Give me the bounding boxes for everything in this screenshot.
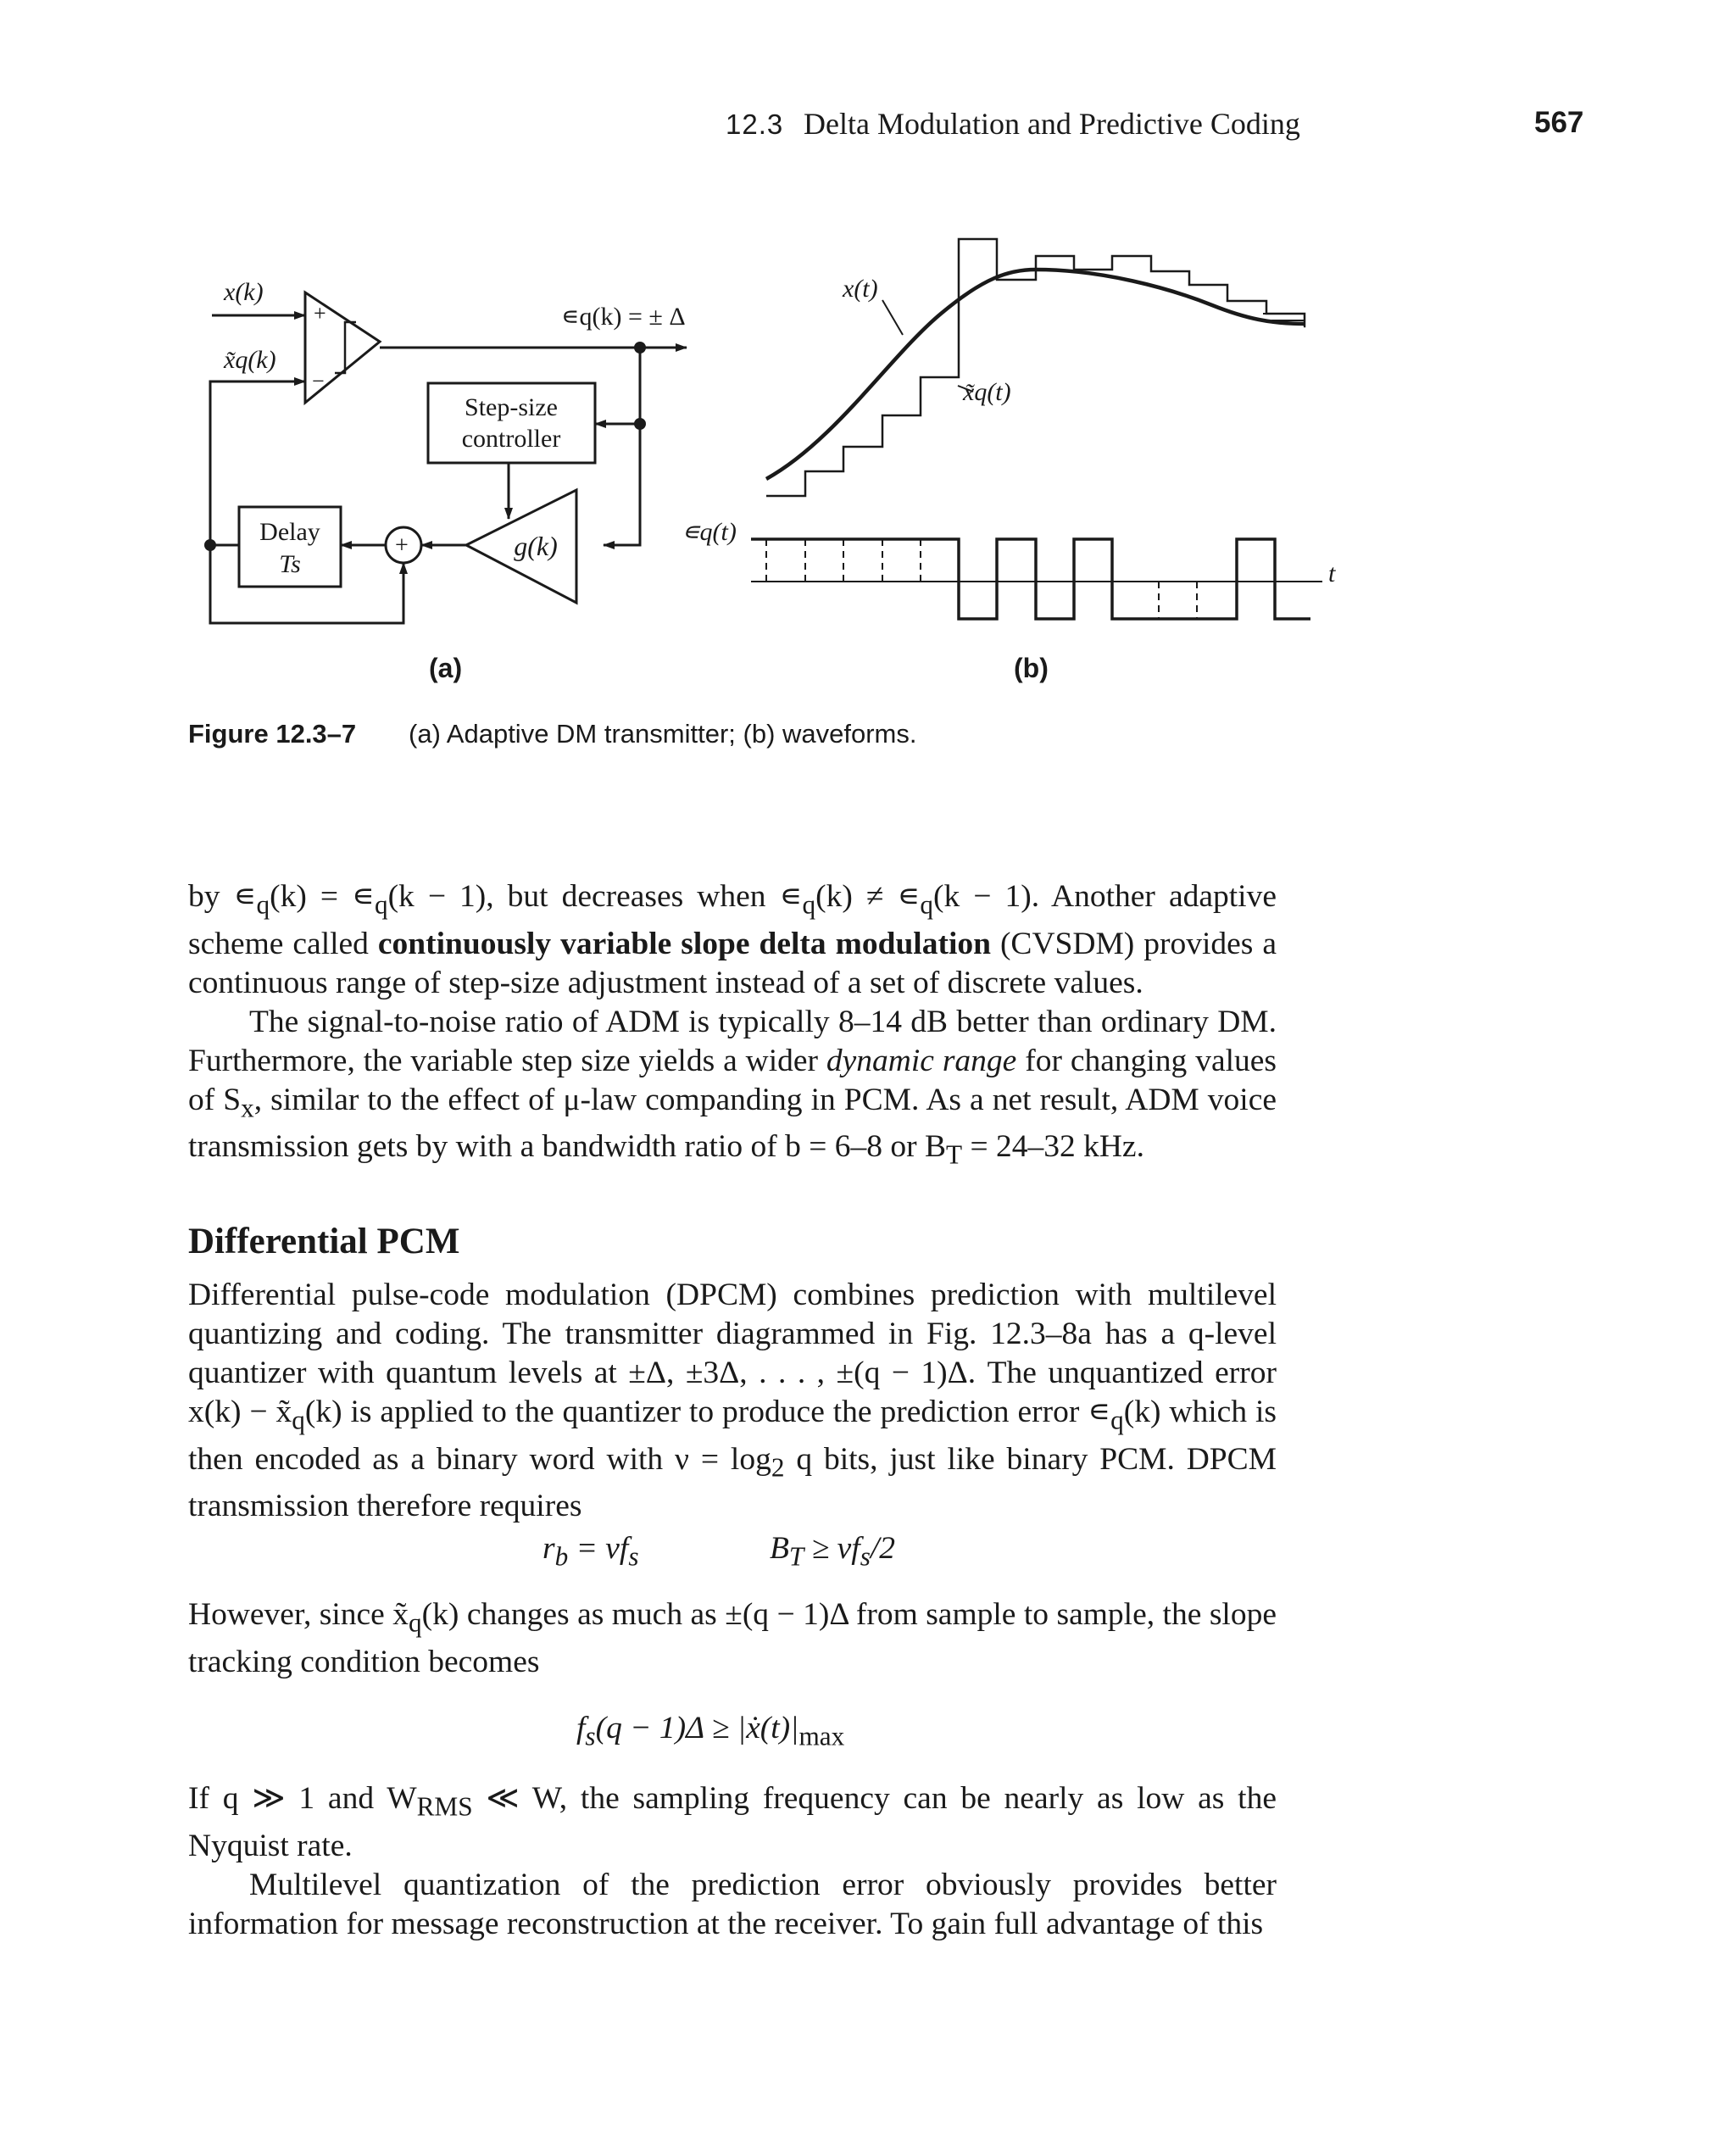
running-head-title: Delta Modulation and Predictive Coding bbox=[804, 107, 1300, 141]
label-xt: x(t) bbox=[843, 275, 878, 303]
section-number: 12.3 bbox=[726, 109, 784, 140]
label-t: t bbox=[1328, 560, 1336, 587]
panel-label-a: (a) bbox=[429, 653, 463, 683]
figure-caption-text: (a) Adaptive DM transmitter; (b) waveforms. bbox=[409, 719, 917, 749]
delay-label-2: Ts bbox=[279, 550, 301, 578]
paragraph-2: The signal-to-noise ratio of ADM is typically 8–14 dB better than ordinary DM. Furthermore, the variable step size yields a wider dynamic range for changing values of $S_x$, similar to the effect of μ-law companding in PCM. As a net result, ADM voice transmission gets by with a bandwidth ratio of b = 6–8 or $B_T = 24-32$ kHz. bbox=[188, 1004, 1277, 1170]
paragraph-5: If q ≫ 1 and $W_{RMS}$ ≪ W, the sampling frequency can be nearly as low as the Nyquist rate. bbox=[188, 1781, 1277, 1863]
adder-plus: + bbox=[395, 532, 409, 559]
panel-label-b: (b) bbox=[1014, 653, 1049, 683]
section-heading: Differential PCM bbox=[188, 1222, 460, 1261]
label-plus: + bbox=[314, 301, 326, 326]
equation-rb: $r_b = \nu f_s$ bbox=[542, 1531, 639, 1572]
body-block-3 bbox=[188, 1595, 1277, 1682]
figure-caption-number: Figure 12.3–7 bbox=[188, 719, 357, 749]
feedback-node bbox=[204, 539, 216, 551]
body-block-4 bbox=[188, 1779, 1277, 1944]
delay-label-1: Delay bbox=[259, 518, 320, 546]
paragraph-6: Multilevel quantization of the prediction error obviously provides better information for message reconstruction at the receiver. To gain full advantage of this bbox=[188, 1867, 1277, 1941]
paragraph-4: However, since $x̃_q(k)$ changes as much as ±(q − 1)Δ from sample to sample, the slope tracking condition becomes bbox=[188, 1597, 1277, 1679]
body-block-1 bbox=[188, 877, 1277, 1175]
output-node bbox=[634, 342, 646, 354]
step-size-label-2: controller bbox=[461, 425, 561, 453]
equation-slope: $f_s(q - 1)\Delta$ ≥ $|ẋ(t)|_{max}$ bbox=[576, 1711, 845, 1751]
paragraph-1: by $∊_q(k)$ = $∊_q(k - 1)$, but decreases when $∊_q(k)$ ≠ $∊_q(k - 1)$. Another adaptive scheme called continuously variable slope delta modulation (CVSDM) provides a continuous range of step-size adjustment instead of a set of discrete values. bbox=[188, 879, 1277, 1000]
body-block-2 bbox=[188, 1276, 1277, 1526]
controller-node bbox=[634, 418, 646, 430]
label-output: ∊q(k) = ± Δ bbox=[561, 303, 686, 331]
page-number: 567 bbox=[1534, 106, 1584, 139]
waveforms bbox=[751, 239, 1322, 619]
step-size-label-1: Step-size bbox=[465, 393, 558, 421]
equation-bt: $B_T \ge \nu f_s/2$ bbox=[770, 1531, 896, 1572]
label-xqt: x̃q(t) bbox=[963, 378, 1011, 406]
label-xqk: x̃q(k) bbox=[224, 346, 276, 374]
gain-label: g(k) bbox=[514, 531, 558, 561]
paragraph-3: Differential pulse-code modulation (DPCM) combines prediction with multilevel quantizing and coding. The transmitter diagrammed in Fig. 12.3–8a has a q-level quantizer with quantum levels at ±Δ, ±3Δ, . . . , ±(q − 1)Δ. The unquantized error $x(k) - x̃_q(k)$ is applied to the quantizer to produce the prediction error $∊_q(k)$ which is then encoded as a binary word with $\nu = \log_2 q$ bits, just like binary PCM. DPCM transmission therefore requires bbox=[188, 1278, 1277, 1523]
label-eqt: ∊q(t) bbox=[682, 518, 737, 546]
label-minus: − bbox=[312, 369, 325, 393]
label-xk: x(k) bbox=[224, 278, 264, 306]
pulse-eq bbox=[751, 539, 1310, 619]
